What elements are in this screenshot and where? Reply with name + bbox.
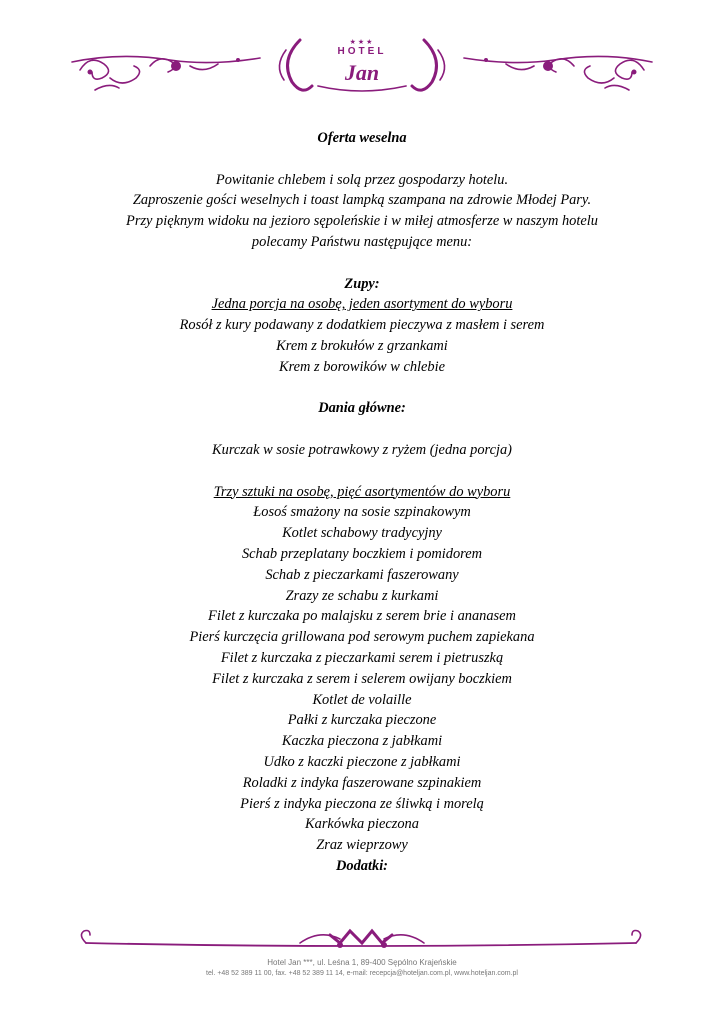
soup-item: Krem z brokułów z grzankami [276, 337, 448, 354]
main-item: Kaczka pieczona z jabłkami [281, 733, 443, 750]
main-first-item: Kurczak w sosie potrawkowy z ryżem (jedna porcja) [212, 441, 512, 458]
intro-line: polecamy Państwu następujące menu: [251, 233, 473, 250]
main-item: Roladki z indyka faszerowane szpinakiem [242, 774, 482, 791]
main-item: Schab przeplatany boczkiem i pomidorem [241, 545, 483, 562]
menu-document [60, 128, 664, 877]
intro-line: Przy pięknym widoku na jezioro sępoleńskie i w miłej atmosferze w naszym hotelu [126, 213, 598, 230]
main-item: Pierś z indyka pieczona ze śliwką i morelą [240, 795, 484, 812]
offer-title: Oferta weselna [317, 130, 407, 146]
soups-heading: Zupy: [344, 275, 380, 292]
extras-heading: Dodatki: [336, 857, 388, 874]
main-item: Filet z kurczaka z pieczarkami serem i pietruszką [220, 649, 504, 666]
soup-item: Rosół z kury podawany z dodatkiem pieczywa z masłem i serem [179, 317, 545, 334]
logo-stars: ★★★ [349, 39, 375, 46]
main-item: Zrazy ze schabu z kurkami [285, 587, 439, 604]
main-item: Udko z kaczki pieczone z jabłkami [263, 753, 461, 770]
main-item: Filet z kurczaka po malajsku z serem brie i ananasem [208, 608, 516, 625]
main-item: Kotlet schabowy tradycyjny [282, 525, 442, 542]
intro-line: Powitanie chlebem i solą przez gospodarzy hotelu. [215, 171, 509, 188]
hotel-header [0, 0, 724, 120]
footer-address: Hotel Jan ***, ul. Leśna 1, 89-400 Sępólno Krajeńskie [267, 958, 457, 967]
logo-hotel-word [312, 39, 412, 57]
mains-note: Trzy sztuki na osobę, pięć asortymentów do wyboru [213, 483, 511, 500]
main-item: Schab z pieczarkami faszerowany [265, 566, 459, 583]
soup-item: Krem z borowików w chlebie [278, 358, 445, 375]
main-item: Zraz wieprzowy [316, 837, 408, 854]
main-item: Filet z kurczaka z serem i selerem owijany boczkiem [212, 670, 512, 687]
logo-hotel-text: HOTEL [337, 46, 387, 57]
soups-note: Jedna porcja na osobę, jeden asortyment do wyboru [211, 296, 513, 313]
footer-contact: tel. +48 52 389 11 00, fax. +48 52 389 11 14, e-mail: recepcja@hoteljan.com.pl, www.hoteljan.com.pl [206, 970, 518, 977]
mains-heading: Dania główne: [318, 400, 406, 417]
main-item: Karkówka pieczona [305, 816, 419, 833]
main-item: Kotlet de volaille [312, 691, 412, 708]
footer-ornament [0, 925, 724, 957]
intro-line: Zaproszenie gości weselnych i toast lampką szampana na zdrowie Młodej Pary. [132, 192, 592, 209]
main-item: Pierś kurczęcia grillowana pod serowym puchem zapiekana [189, 629, 535, 646]
logo-hotel-name: Jan [344, 60, 380, 85]
main-item: Łosoś smażony na sosie szpinakowym [253, 504, 471, 521]
main-item: Pałki z kurczaka pieczone [287, 712, 437, 729]
hotel-footer [0, 925, 724, 985]
